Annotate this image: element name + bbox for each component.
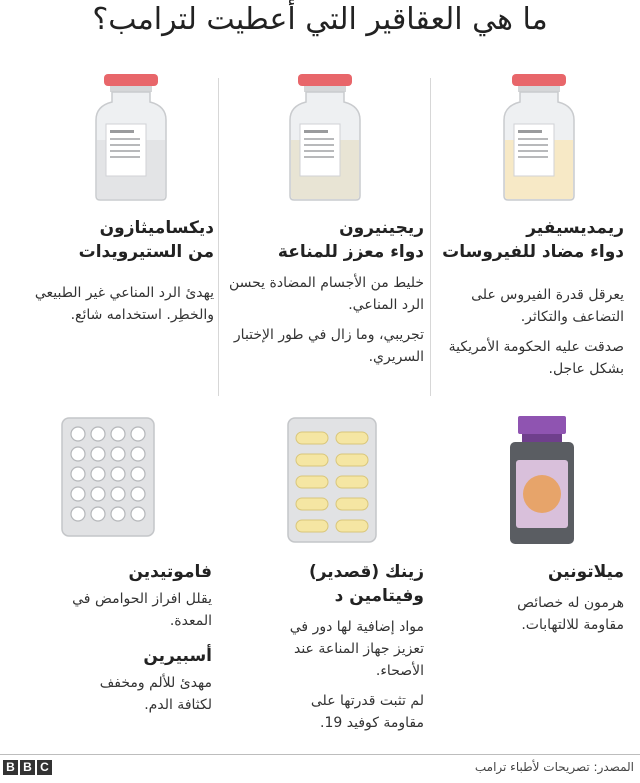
drug-zinc-vitamin-d: [228, 560, 424, 734]
vial-dexamethasone-icon: [90, 70, 172, 202]
drug-name: ريمديسيفير: [526, 218, 624, 238]
drug-description: يعرقل قدرة الفيروس على التضاعف والتكاثر.: [471, 287, 624, 325]
drug-name: فاموتيدين: [128, 562, 212, 582]
drug-name: زينك (قصدير): [308, 562, 424, 582]
drug-famotidine-aspirin: [32, 560, 212, 716]
source-credit: المصدر: تصريحات لأطباء ترامب: [474, 760, 634, 774]
drug-melatonin: [428, 560, 624, 636]
drug-name: ريجينيرون: [339, 218, 424, 238]
drug-subtitle: من الستيرويدات: [78, 242, 214, 262]
drug-note: صدقت عليه الحكومة الأمريكية بشكل عاجل.: [448, 339, 624, 377]
drug-description: هرمون له خصائص مقاومة للالتهابات.: [517, 595, 624, 633]
drug-description: يقلل افراز الحوامض في المعدة.: [72, 591, 212, 629]
drug-subtitle: دواء معزز للمناعة: [277, 242, 424, 262]
drug-subtitle: وفيتامين د: [334, 586, 424, 606]
drug-name-aspirin: أسبيرين: [143, 646, 212, 666]
capsule-blister-pack-icon: [284, 414, 380, 546]
drug-description-aspirin: مهدئ للألم ومخفف لكثافة الدم.: [99, 675, 212, 713]
logo-letter: B: [20, 760, 35, 775]
drug-description: يهدئ الرد المناعي غير الطبيعي والخطِر. استخدامه شائع.: [34, 285, 214, 323]
page-title: ما هي العقاقير التي أعطيت لترامب؟: [92, 2, 548, 37]
logo-letter: C: [37, 760, 52, 775]
melatonin-jar-icon: [504, 414, 580, 546]
drug-note: تجريبي، وما زال في طور الإختبار السريري.: [233, 327, 424, 365]
logo-letter: B: [3, 760, 18, 775]
drug-note: لم تثبت قدرتها على مقاومة كوفيد 19.: [310, 693, 424, 731]
drug-description: خليط من الأجسام المضادة يحسن الرد المناعي.: [228, 275, 424, 313]
footer-divider: [0, 754, 640, 755]
column-divider-left: [218, 78, 219, 396]
drug-remdesivir: [428, 216, 624, 380]
drug-dexamethasone: [34, 216, 214, 326]
drug-name: ديكساميثازون: [99, 218, 214, 238]
pill-blister-pack-icon: [58, 414, 158, 540]
drug-name: ميلاتونين: [547, 562, 624, 582]
vial-remdesivir-icon: [498, 70, 580, 202]
drug-description: مواد إضافية لها دور في تعزيز جهاز المناعة عند الأصحاء.: [289, 619, 424, 679]
vial-regeneron-icon: [284, 70, 366, 202]
bbc-logo: [3, 760, 52, 775]
drug-regeneron: [228, 216, 424, 368]
drug-subtitle: دواء مضاد للفيروسات: [442, 242, 624, 262]
